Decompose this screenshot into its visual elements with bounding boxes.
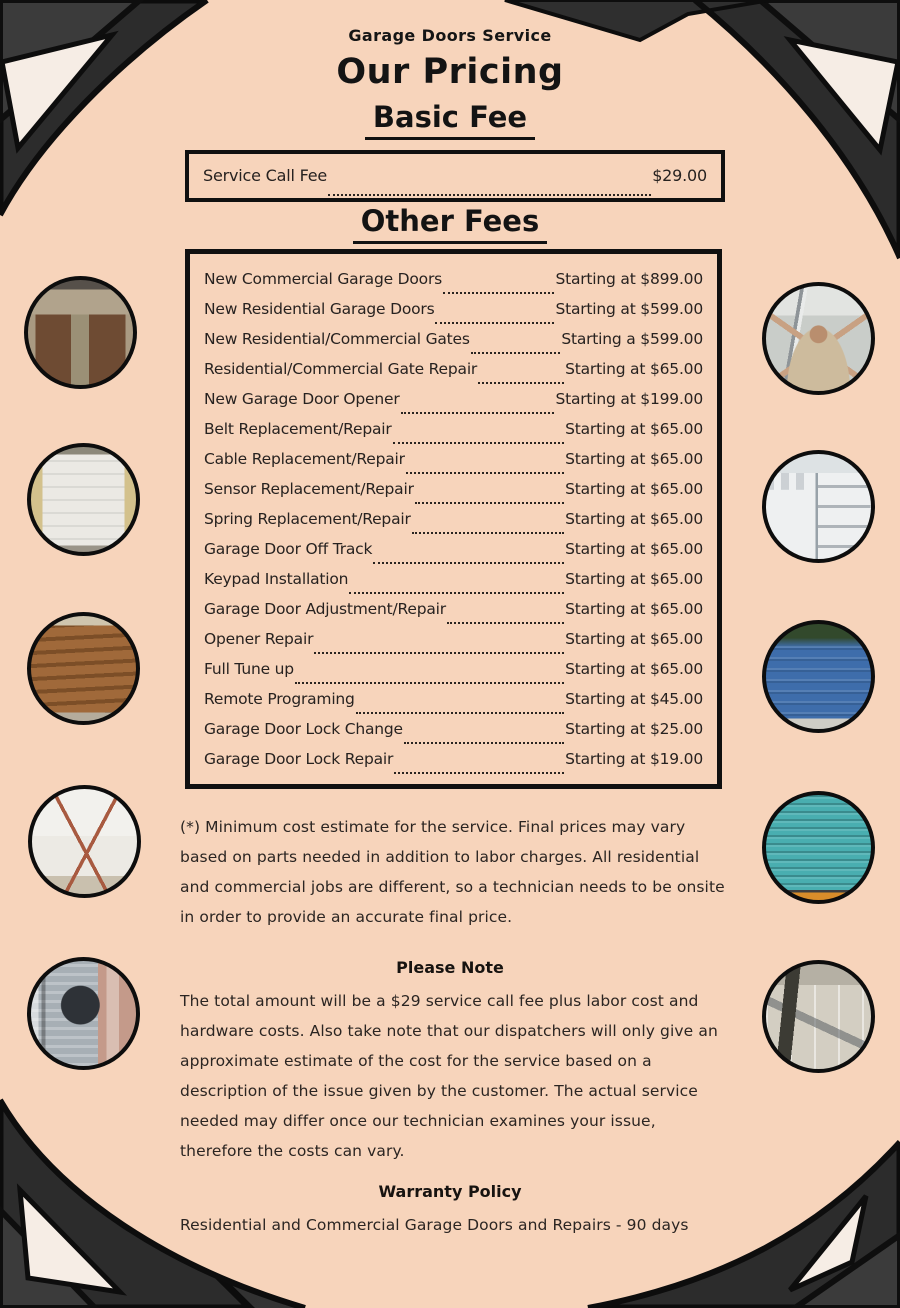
fee-label: Full Tune up bbox=[204, 660, 294, 678]
dotted-leader bbox=[412, 510, 564, 534]
fee-price: Starting at $65.00 bbox=[565, 450, 703, 468]
fee-label: Keypad Installation bbox=[204, 570, 349, 588]
fee-price: Starting at $599.00 bbox=[555, 300, 703, 318]
fee-label: Remote Programing bbox=[204, 690, 355, 708]
photo-white-garage-door bbox=[27, 443, 140, 556]
warranty-heading: Warranty Policy bbox=[378, 1182, 522, 1201]
fee-row bbox=[204, 654, 703, 684]
fee-row bbox=[204, 624, 703, 654]
fee-row bbox=[204, 354, 703, 384]
dotted-leader bbox=[356, 690, 564, 714]
fee-price: Starting at $65.00 bbox=[565, 660, 703, 678]
dotted-leader bbox=[415, 480, 564, 504]
fee-price: Starting at $65.00 bbox=[565, 480, 703, 498]
please-note-text: The total amount will be a $29 service call fee plus labor cost and hardware costs. Also take note that our dispatchers will only give an approximate estimate of the cost for the service based on a description of the issue given by the customer. The actual service needed may differ once our technician examines your issue, therefore the costs can vary. bbox=[180, 992, 718, 1160]
fee-label: Spring Replacement/Repair bbox=[204, 510, 411, 528]
fee-price: Starting at $65.00 bbox=[565, 630, 703, 648]
dotted-leader bbox=[478, 360, 564, 384]
dotted-leader bbox=[314, 630, 564, 654]
fee-row bbox=[204, 324, 703, 354]
fee-row bbox=[204, 444, 703, 474]
fee-label: Opener Repair bbox=[204, 630, 314, 648]
fee-label: Garage Door Lock Change bbox=[204, 720, 403, 738]
photo-technician-repair bbox=[762, 282, 875, 395]
dotted-leader bbox=[404, 720, 564, 744]
photo-wood-slat-door bbox=[27, 612, 140, 725]
fee-row bbox=[204, 534, 703, 564]
other-fees-box bbox=[185, 249, 722, 789]
dotted-leader bbox=[393, 420, 565, 444]
dotted-leader bbox=[394, 750, 564, 774]
fee-label: New Residential Garage Doors bbox=[204, 300, 435, 318]
fee-price: Starting at $25.00 bbox=[565, 720, 703, 738]
fee-row bbox=[204, 714, 703, 744]
dotted-leader bbox=[373, 540, 564, 564]
fee-row bbox=[204, 474, 703, 504]
fee-price: $29.00 bbox=[652, 166, 707, 185]
fee-price: Starting at $65.00 bbox=[565, 600, 703, 618]
photo-garage-gate-interior bbox=[762, 450, 875, 563]
fee-label: New Commercial Garage Doors bbox=[204, 270, 442, 288]
fee-label: Garage Door Off Track bbox=[204, 540, 373, 558]
fee-price: Starting at $199.00 bbox=[555, 390, 703, 408]
photo-opener-rail bbox=[762, 960, 875, 1073]
fee-price: Starting at $65.00 bbox=[565, 360, 703, 378]
photo-door-spring-hardware bbox=[27, 957, 140, 1070]
warranty-text: Residential and Commercial Garage Doors and Repairs - 90 days bbox=[180, 1216, 689, 1234]
fee-price: Starting at $899.00 bbox=[555, 270, 703, 288]
dotted-leader bbox=[471, 330, 561, 354]
basic-fee-heading-wrap bbox=[150, 100, 750, 140]
fee-label: New Garage Door Opener bbox=[204, 390, 400, 408]
basic-fee-box bbox=[185, 150, 725, 202]
fee-price: Starting at $65.00 bbox=[565, 570, 703, 588]
basic-fee-heading: Basic Fee bbox=[365, 100, 535, 140]
dotted-leader bbox=[435, 300, 554, 324]
fee-row bbox=[204, 564, 703, 594]
other-fees-heading: Other Fees bbox=[353, 204, 547, 244]
fee-price: Starting at $65.00 bbox=[565, 540, 703, 558]
fee-row bbox=[204, 684, 703, 714]
dotted-leader bbox=[328, 167, 651, 196]
photo-teal-roller-shutter bbox=[762, 791, 875, 904]
fee-row bbox=[204, 264, 703, 294]
fee-label: New Residential/Commercial Gates bbox=[204, 330, 470, 348]
fee-label: Belt Replacement/Repair bbox=[204, 420, 392, 438]
brand-name: Garage Doors Service bbox=[348, 26, 552, 45]
fee-label: Sensor Replacement/Repair bbox=[204, 480, 414, 498]
photo-blue-roller-door bbox=[762, 620, 875, 733]
fee-price: Starting at $65.00 bbox=[565, 420, 703, 438]
fee-row bbox=[204, 384, 703, 414]
fee-row bbox=[204, 414, 703, 444]
fee-label: Garage Door Lock Repair bbox=[204, 750, 394, 768]
fee-price: Starting at $45.00 bbox=[565, 690, 703, 708]
photo-garage-interior-springs bbox=[28, 785, 141, 898]
header bbox=[150, 26, 750, 92]
other-fees-heading-wrap bbox=[150, 204, 750, 244]
fee-price: Starting at $65.00 bbox=[565, 510, 703, 528]
dotted-leader bbox=[295, 660, 564, 684]
photo-carriage-wood-doors bbox=[24, 276, 137, 389]
dotted-leader bbox=[406, 450, 564, 474]
fee-price: Starting at $19.00 bbox=[565, 750, 703, 768]
page-title: Our Pricing bbox=[336, 52, 564, 92]
dotted-leader bbox=[447, 600, 564, 624]
fee-row bbox=[204, 294, 703, 324]
fee-label: Garage Door Adjustment/Repair bbox=[204, 600, 446, 618]
fee-price: Starting a $599.00 bbox=[561, 330, 703, 348]
dotted-leader bbox=[349, 570, 564, 594]
fee-row bbox=[203, 156, 707, 196]
fee-row bbox=[204, 504, 703, 534]
please-note-heading: Please Note bbox=[396, 958, 504, 977]
disclaimer-text: (*) Minimum cost estimate for the service. Final prices may vary based on parts needed in addition to labor charges. All residential and commercial jobs are different, so a technician needs to be onsite in order to provide an accurate final price. bbox=[180, 818, 725, 926]
fee-label: Cable Replacement/Repair bbox=[204, 450, 405, 468]
dotted-leader bbox=[401, 390, 555, 414]
fee-label: Residential/Commercial Gate Repair bbox=[204, 360, 478, 378]
dotted-leader bbox=[443, 270, 554, 294]
fee-row bbox=[204, 594, 703, 624]
fee-label: Service Call Fee bbox=[203, 166, 327, 185]
fee-row bbox=[204, 744, 703, 774]
